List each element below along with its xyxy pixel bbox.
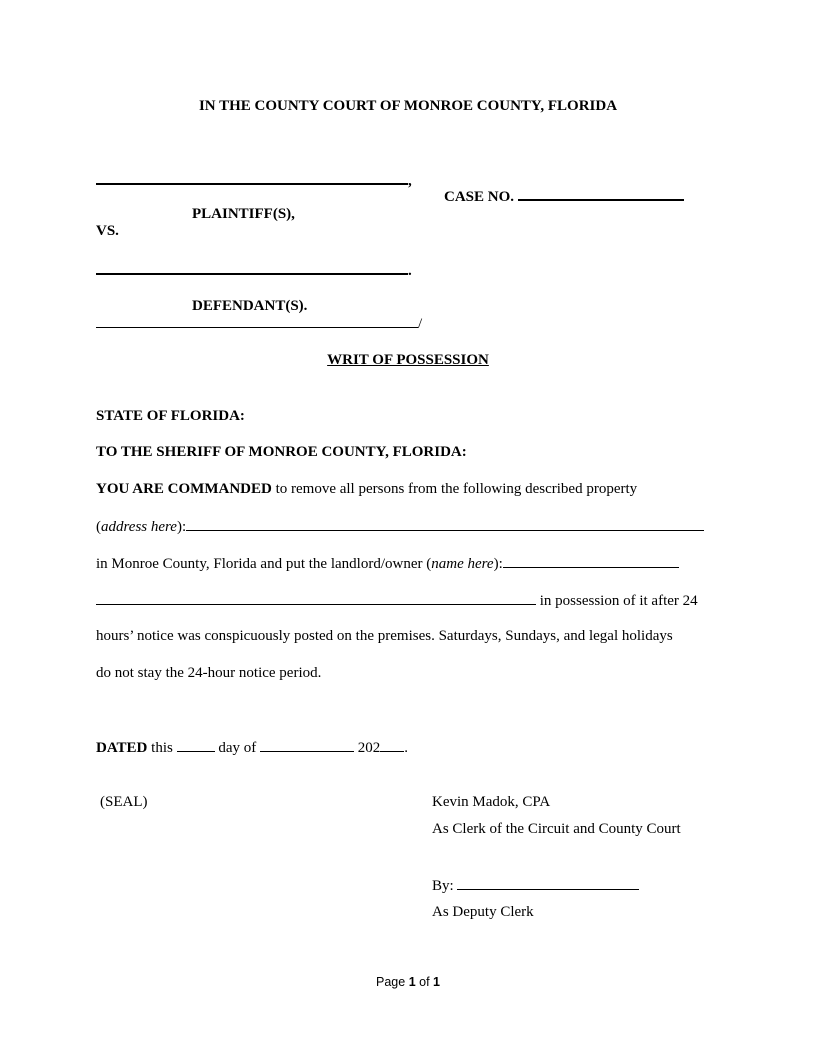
defendant-line [96,260,412,280]
sheriff-addressee: TO THE SHERIFF OF MONROE COUNTY, FLORIDA: [96,444,467,460]
day-blank[interactable] [177,738,215,752]
of-word: of [419,975,430,989]
page-number: 1 [408,975,416,989]
case-number-blank[interactable] [518,186,684,201]
defendant-line-period: . [408,263,412,279]
dated-line [96,738,408,757]
deputy-signature-blank[interactable] [457,876,639,890]
plaintiff-line [96,170,412,190]
address-open: ( [96,519,101,535]
seal-label: (SEAL) [100,794,148,810]
holiday-line: do not stay the 24-hour notice period. [96,665,322,681]
possession-line [96,591,698,610]
plaintiff-line-comma: , [408,173,412,189]
plaintiff-label: PLAINTIFF(S), [192,206,295,222]
plaintiff-name-blank[interactable] [96,170,408,185]
address-blank[interactable] [186,517,704,531]
dated-day-of: day of [214,740,260,756]
address-line [96,517,704,536]
command-bold: YOU ARE COMMANDED [96,481,272,497]
case-no-label: CASE NO. [444,189,515,205]
caption-closing-slash: / [418,316,423,332]
year-blank[interactable] [380,738,404,752]
command-line [96,480,637,498]
by-line [432,876,639,895]
page-total: 1 [433,975,440,989]
owner-line [96,554,679,573]
page-footer [0,973,816,991]
page-word: Page [376,975,406,989]
deputy-clerk-label: As Deputy Clerk [432,904,534,920]
notice-line: hours’ notice was conspicuously posted on the premises. Saturdays, Sundays, and legal holidays [96,628,673,644]
clerk-title: As Clerk of the Circuit and County Court [432,821,681,837]
address-close: ): [176,519,187,535]
owner-name-blank[interactable] [503,554,679,568]
name-hint: name here [431,556,494,572]
caption-closing-blank [96,314,418,328]
clerk-name: Kevin Madok, CPA [432,794,551,810]
dated-year-prefix: 202 [354,740,381,756]
owner-name-continued-blank[interactable] [96,591,536,605]
command-rest: to remove all persons from the following described property [271,481,638,497]
case-number [444,186,684,206]
state-of-florida: STATE OF FLORIDA: [96,408,245,424]
document-title: WRIT OF POSSESSION [327,352,489,368]
defendant-name-blank[interactable] [96,260,408,275]
dated-this: this [147,740,177,756]
caption-closing-line [96,314,422,333]
name-close: ): [493,556,503,572]
county-text: in Monroe County, Florida and put the landlord/owner ( [96,556,432,572]
dated-bold: DATED [96,740,148,756]
possession-text: in possession of it after 24 [536,593,698,609]
defendant-label: DEFENDANT(S). [192,298,308,314]
month-blank[interactable] [260,738,354,752]
court-heading: IN THE COUNTY COURT OF MONROE COUNTY, FLORIDA [198,98,618,114]
address-hint: address here [101,519,177,535]
by-label: By: [432,878,454,894]
vs-label: VS. [96,223,119,239]
dated-end: . [404,740,408,756]
